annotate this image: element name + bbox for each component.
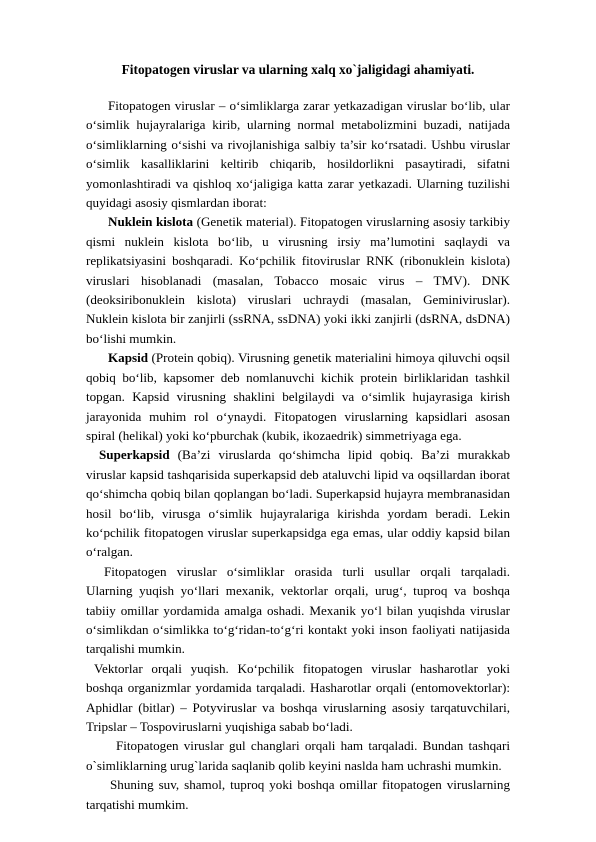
paragraph-intro: Fitopatogen viruslar – o‘simliklarga zarar yetkazadigan viruslar bo‘lib, ular o‘simlik hujayralariga kirib, ularning normal metabolizmini buzadi, natijada o‘simliklarning o‘sishi va rivojlanishiga salbiy ta’sir ko‘rsatadi. Ushbu viruslar o‘simlik kasalliklarini keltirib chiqarib, hosildorlikni pasaytiradi, sifatni yomonlashtiradi va qishloq xo‘jaligiga katta zarar yetkazadi. Ularning tuzilishi quyidagi asosiy qismlardan iborat: bbox=[86, 98, 510, 211]
paragraph-transmission: Fitopatogen viruslar o‘simliklar orasida turli usullar orqali tarqaladi. Ularning yuqish yo‘llari mexanik, vektorlar orqali, urug‘, tuproq va boshqa tabiiy omillar yordamida amalga oshadi. Mexanik yo‘l bilan yuqishda viruslar o‘simlikdan o‘simlikka to‘g‘ridan-to‘g‘ri kontakt yoki inson faoliyati natijasida tarqalishi mumkin. bbox=[86, 563, 510, 657]
paragraph-supercapsid-text: (Ba’zi viruslarda qo‘shimcha lipid qobiq. Ba’zi murakkab viruslar kapsid tashqarisida superkapsid deb ataluvchi lipid va oqsillardan iborat qo‘shimcha qobiq bilan qoplangan bo‘ladi. Superkapsid hujayra membranasidan hosil bo‘lib, virusga o‘simlik hujayralariga kirishda yordam beradi. Lekin ko‘pchilik fitopatogen viruslar superkapsidga ega emas, ular oddiy kapsid bilan o‘ralgan. bbox=[86, 447, 510, 560]
paragraph-nucleic-acid-text: (Genetik material). Fitopatogen viruslarning asosiy tarkibiy qismi nuklein kislota bo‘lib, u virusning irsiy ma’lumotini saqlaydi va replikatsiyasini boshqaradi. Ko‘pchilik fitoviruslar RNK (ribonuklein kislota) viruslari hisoblanadi (masalan, Tobacco mosaic virus – TMV). DNK (deoksiribonuklein kislota) viruslari uchraydi (masalan, Geminiviruslar). Nuklein kislota bir zanjirli (ssRNA, ssDNA) yoki ikki zanjirli (dsRNA, dsDNA) bo‘lishi mumkin. bbox=[86, 214, 510, 346]
term-nucleic-acid: Nuklein kislota bbox=[108, 214, 194, 230]
paragraph-capsid bbox=[86, 348, 510, 445]
term-supercapsid: Superkapsid bbox=[99, 447, 170, 463]
paragraph-other-factors: Shuning suv, shamol, tuproq yoki boshqa omillar fitopatogen viruslarning tarqatishi mumkim. bbox=[86, 777, 510, 812]
document-title: Fitopatogen viruslar va ularning xalq xo`jaligidagi ahamiyati. bbox=[121, 62, 475, 77]
paragraph-supercapsid bbox=[86, 445, 510, 561]
paragraph-pollen: Fitopatogen viruslar gul changlari orqali ham tarqaladi. Bundan tashqari o`simliklarning urug`larida saqlanib qolib keyini naslda ham uchrashi mumkin. bbox=[86, 738, 510, 773]
document-page bbox=[86, 62, 510, 814]
paragraph-vectors: Vektorlar orqali yuqish. Ko‘pchilik fitopatogen viruslar hasharotlar yoki boshqa organizmlar yordamida tarqaladi. Hasharotlar orqali (entomovektorlar): Aphidlar (bitlar) – Potyviruslar va boshqa viruslarning asosiy tarqatuvchilari, Tripslar – Tospoviruslarni yuqishiga sabab bo‘ladi. bbox=[86, 660, 510, 734]
paragraph-capsid-text: (Protein qobiq). Virusning genetik materialini himoya qiluvchi oqsil qobiq bo‘lib, kapsomer deb nomlanuvchi kichik protein birliklaridan tashkil topgan. Kapsid virusning shaklini belgilaydi va o‘simlik hujayrasiga kirish jarayonida muhim rol o‘ynaydi. Fitopatogen viruslarning kapsidlari asosan spiral (helikal) yoki ko‘pburchak (kubik, ikozaedrik) simmetriyaga ega. bbox=[86, 350, 510, 443]
paragraph-nucleic-acid bbox=[86, 212, 510, 348]
term-capsid: Kapsid bbox=[108, 350, 149, 366]
